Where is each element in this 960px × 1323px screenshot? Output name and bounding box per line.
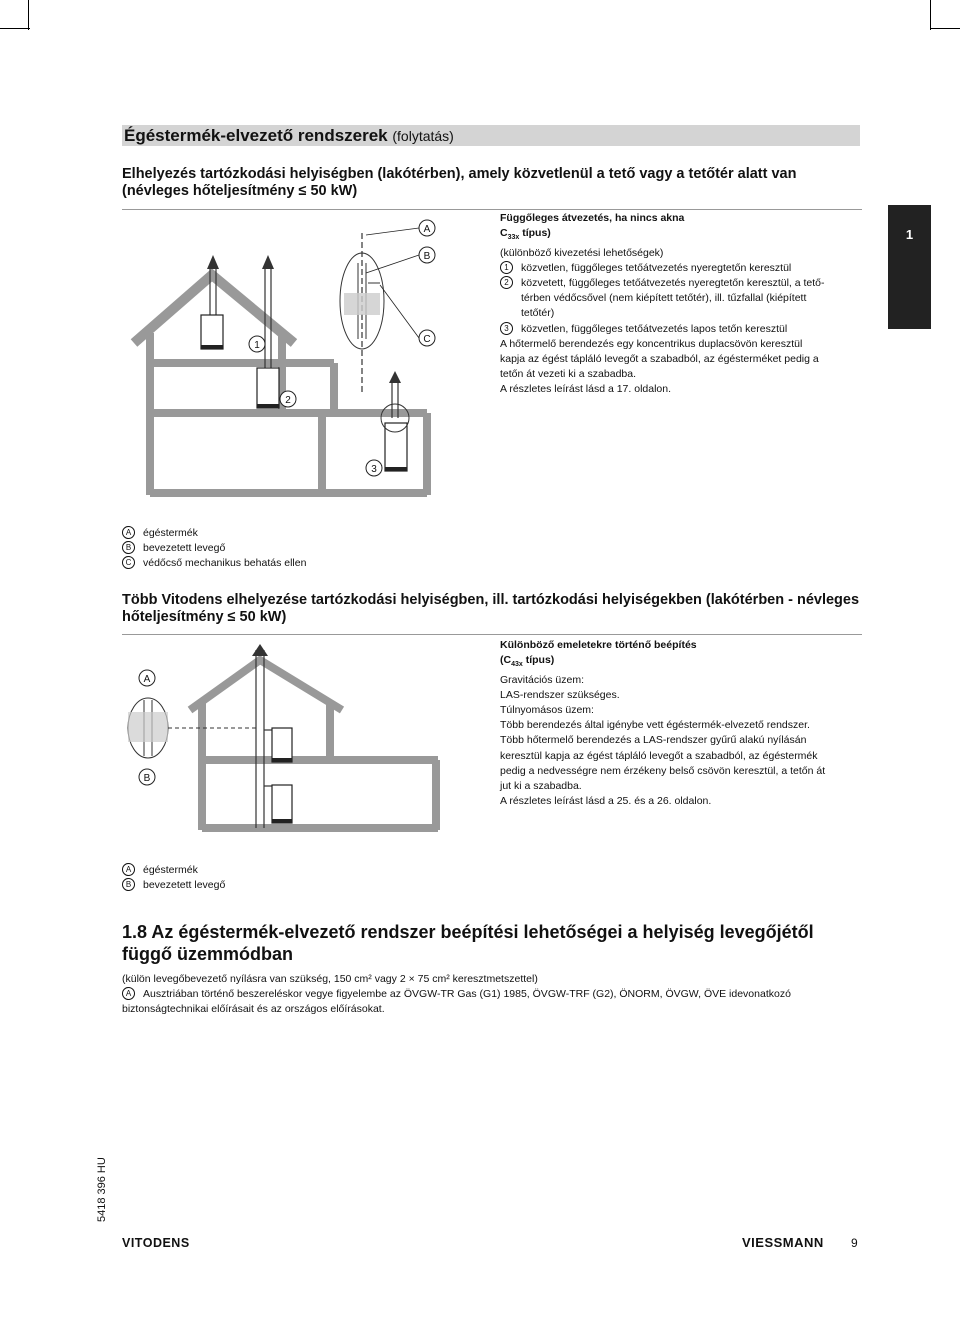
legend-item: C védőcső mechanikus behatás ellen [122,556,306,571]
diagram2-label-a: A [143,674,151,685]
desc1-title: Függőleges átvezetés, ha nincs akna [500,212,685,224]
desc2-line: jut ki a szabadba. [500,779,582,792]
section2-legend [122,863,225,893]
manufacturer-logo: VIESSMANN [742,1235,824,1250]
desc2-line: keresztül kapja az égést tápláló levegőt a szabadból, az égéstermék [500,749,818,762]
legend-item: B bevezetett levegő [122,878,225,893]
desc2-line: Túlnyomásos üzem: [500,703,594,716]
product-brand: VITODENS [122,1236,190,1250]
section3-heading: 1.8 Az égéstermék-elvezető rendszer beépítési lehetőségei a helyiség levegőjétől függő üzemmódban [122,922,814,964]
desc1-para: tetőn át vezeti ki a szabadba. [500,368,637,381]
page-number: 9 [851,1236,858,1250]
desc2-line: Gravitációs üzem: [500,673,585,686]
section2-heading: Több Vitodens elhelyezése tartózkodási helyiségben, ill. tartózkodási helyiségekben (lakótérben - névleges hőteljesítmény ≤ 50 kW) [122,592,860,625]
desc2-line: Több hőtermelő berendezés a LAS-rendszer gyűrű alakú nyílásán [500,734,807,747]
desc1-item2-cont: térben védőcsővel (nem kiépített tetőtér), ill. tűzfallal (kiépített [521,292,807,305]
document-number: 5418 396 HU [96,1157,108,1222]
desc1-item3: 3 közvetlen, függőleges tetőátvezetés lapos tetőn keresztül [500,322,825,337]
section-header-bar [122,125,860,146]
divider [122,634,862,635]
legend-item: A égéstermék [122,863,225,878]
section-title: Égéstermék-elvezető rendszerek [124,126,388,145]
crop-mark [930,28,960,29]
legend-item: B bevezetett levegő [122,541,306,556]
desc2-type: ($C_{43x}$ típus) [500,654,555,669]
diagram-multi-boiler [120,640,450,840]
chapter-tab: 1 [888,205,931,329]
section1-heading: Elhelyezés tartózkodási helyiségben (lakótérben), amely közvetlenül a tető vagy a tetőtér alatt van (névleges hőteljesítmény ≤ 50 kW) [122,166,797,199]
desc1-item1: 1 közvetlen, függőleges tetőátvezetés nyeregtetőn keresztül [500,261,825,276]
desc1-type: $C_{33x}$ típus) [500,227,551,242]
section3-body [122,972,862,1017]
desc2-line: LAS-rendszer szükséges. [500,688,620,701]
crop-mark [28,0,29,30]
desc1-reference: A részletes leírást lásd a 17. oldalon. [500,383,672,396]
desc2-line: pedig a nedvességre nem érzékeny belső csövön keresztül, a tetőn át [500,764,826,777]
diagram2-label-b: B [143,773,151,784]
desc1-para: A hőtermelő berendezés egy koncentrikus duplacsövön keresztül [500,337,803,350]
desc1-item2-cont: tetőtér) [521,307,555,320]
diagram1-label-3: 3 [371,464,377,475]
diagram1-label-a: A [423,224,431,235]
desc1-sub: (különböző kivezetési lehetőségek) [500,246,664,259]
section2-description [500,638,825,809]
legend-item: A égéstermék [122,526,306,541]
desc2-title: Különböző emeletekre történő beépítés [500,639,697,651]
section1-description [500,211,825,398]
desc1-para: kapja az égést tápláló levegőt a szabadból, az égésterméket pedig a [500,352,819,365]
desc2-line: Több berendezés által igénybe vett égéstermék-elvezető rendszer. [500,719,810,732]
divider [122,209,862,210]
diagram-vertical-flue [122,213,492,503]
desc1-item2: 2 közvetett, függőleges tetőátvezetés nyeregtetőn keresztül, a tető- [500,276,825,291]
desc2-reference: A részletes leírást lásd a 25. és a 26. oldalon. [500,795,712,808]
section3-note: A Ausztriában történő beszereléskor vegye figyelembe az ÖVGW-TR Gas (G1) 1985, ÖVGW-TRF (G2), ÖNORM, ÖVGW, ÖVE idevonatkozó [122,987,862,1002]
section-title-suffix: (folytatás) [392,128,454,144]
diagram1-label-1: 1 [254,340,260,351]
crop-mark [0,28,30,29]
section3-requirement: (külön levegőbevezető nyílásra van szükség, 150 cm² vagy 2 × 75 cm² keresztmetszettel) [122,973,538,985]
diagram1-label-2: 2 [285,395,291,406]
crop-mark [930,0,931,30]
diagram1-label-b: B [423,251,431,262]
diagram1-label-c: C [423,334,431,345]
section1-legend [122,526,306,572]
section3-note-cont: biztonságtechnikai előírásait és az országos előírásokat. [122,1003,385,1015]
